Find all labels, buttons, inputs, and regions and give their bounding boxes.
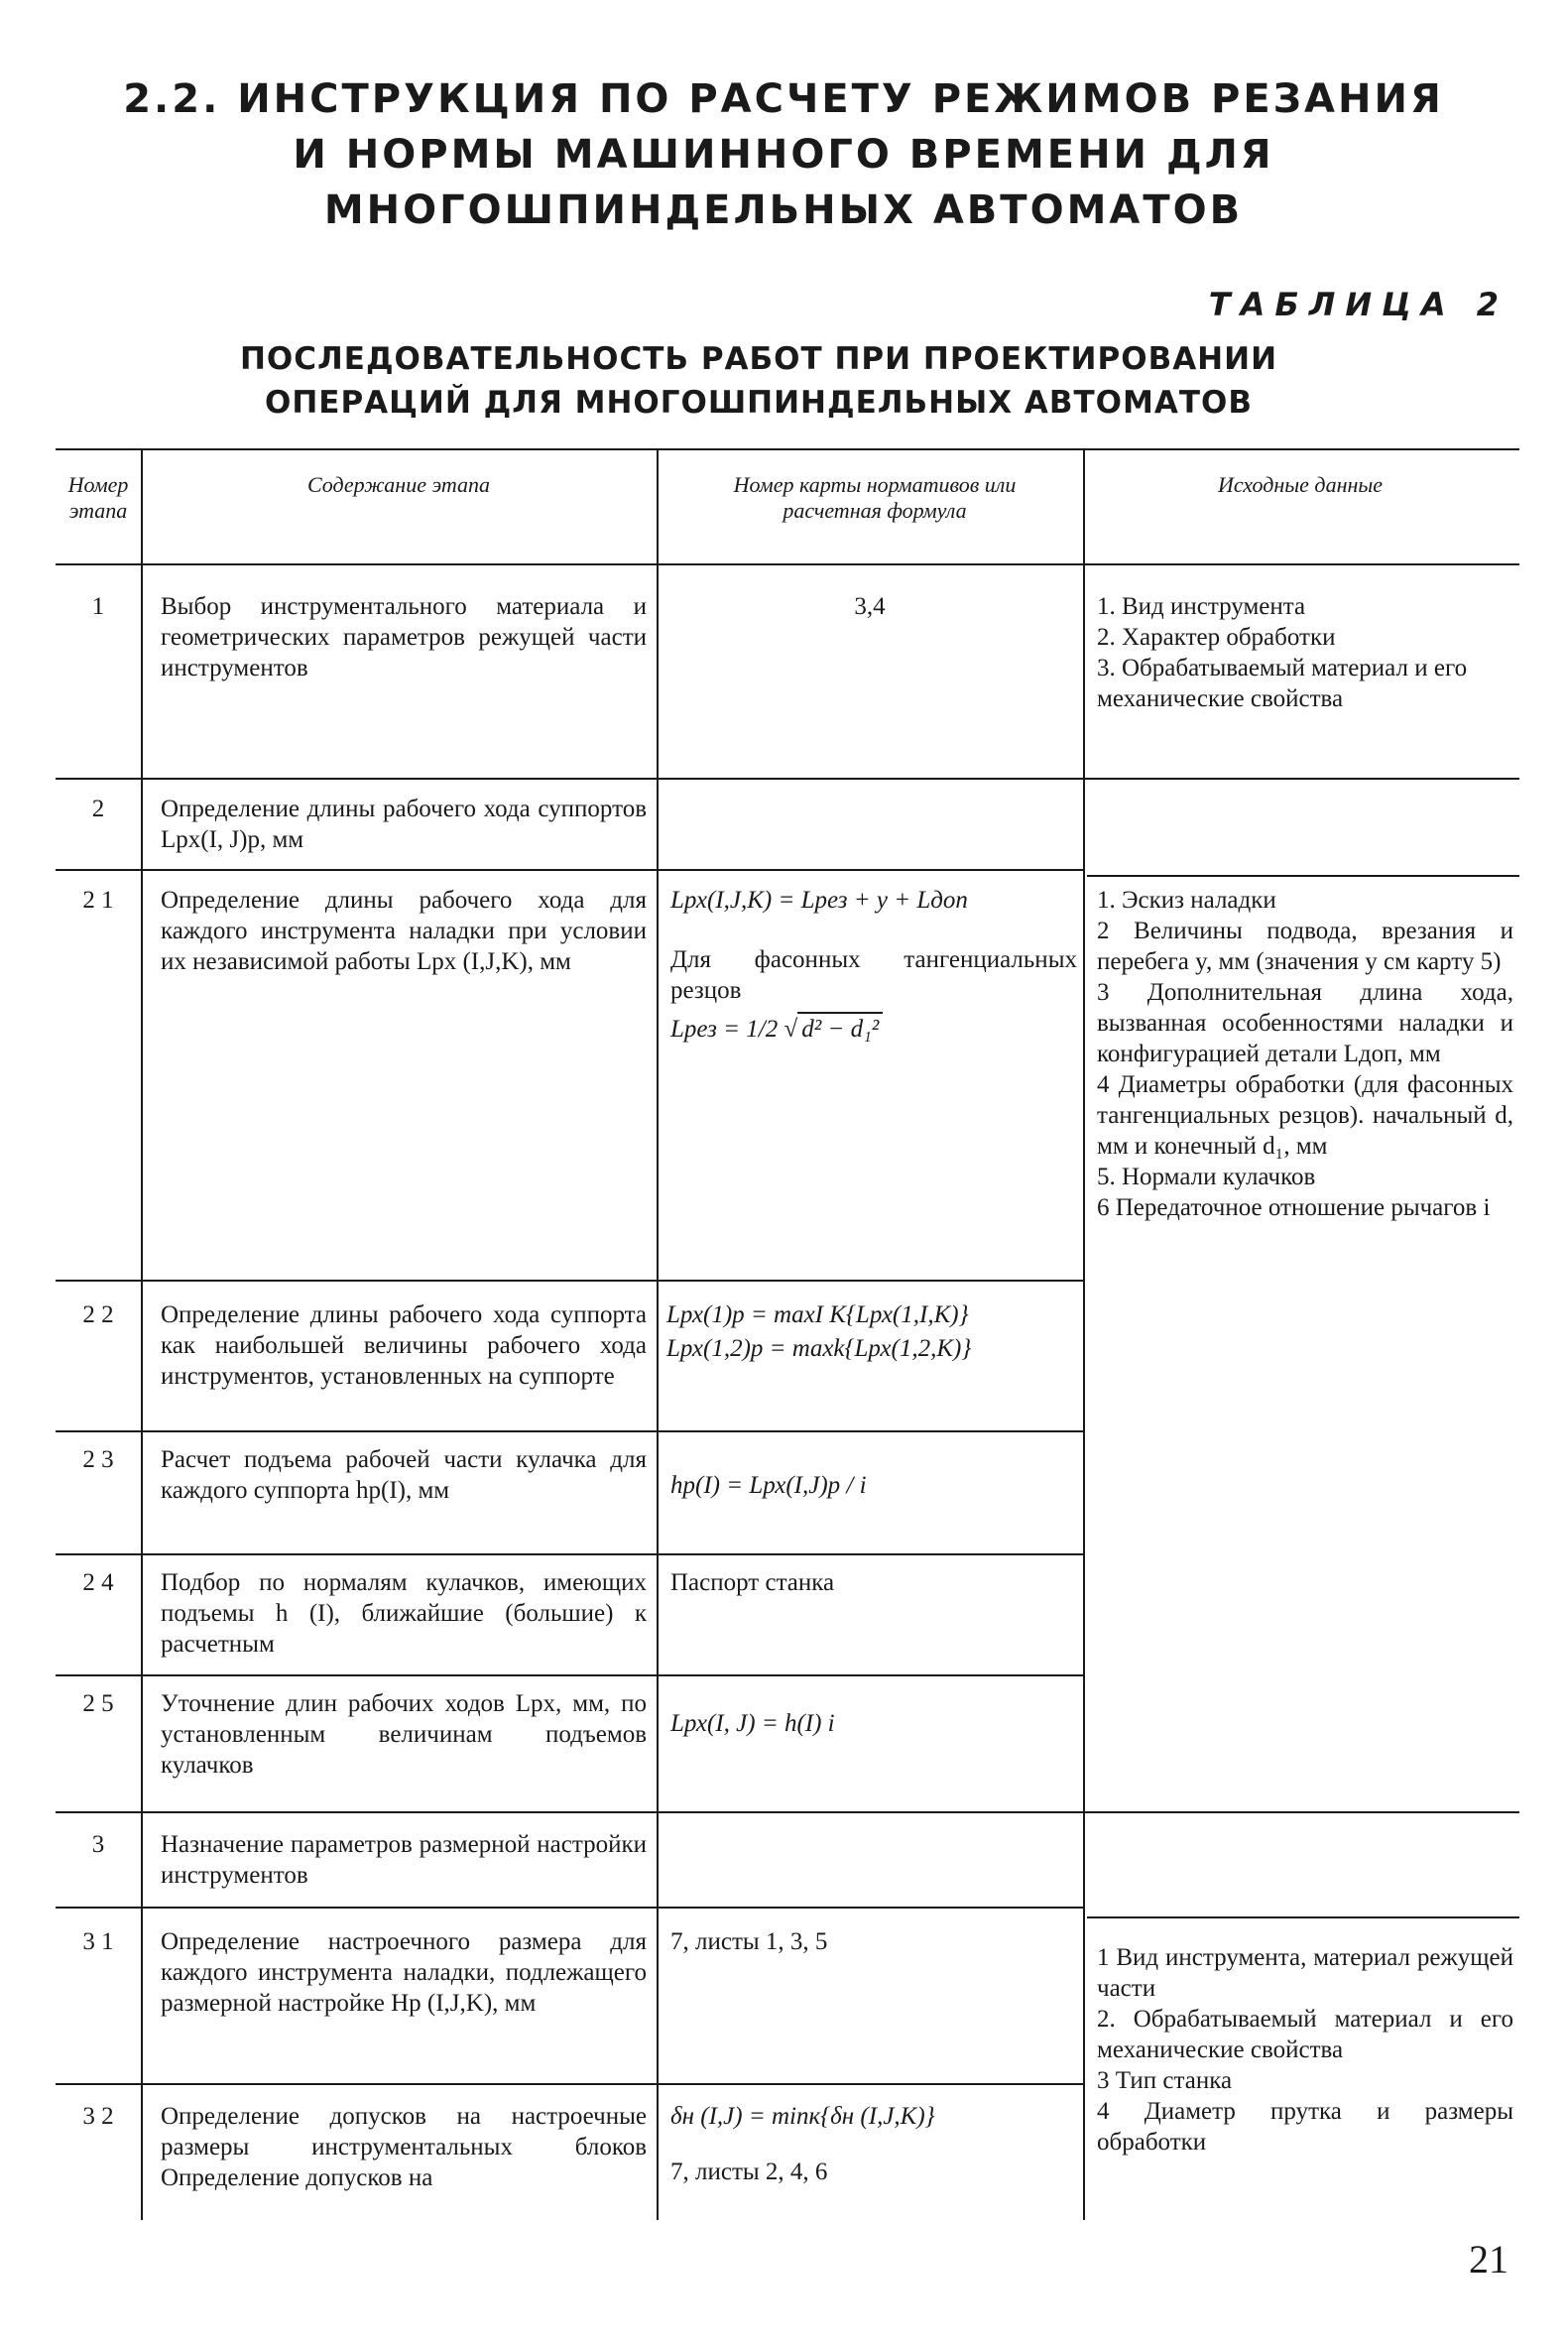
stage-number: 3 — [91, 1831, 105, 1858]
stage-formula-line: 7, листы 2, 4, 6 — [670, 2159, 828, 2185]
row-rule — [56, 778, 1519, 780]
stage-formula: Lрх(I, J) = h(I) i — [670, 1710, 835, 1737]
formula-fraction: 1/2 — [746, 1016, 779, 1043]
source-item: 3. Обрабатываемый материал и его механические свойства — [1097, 655, 1468, 712]
stage-number: 2 5 — [82, 1690, 114, 1717]
formula-note: Для фасонных тангенциальных резцов — [670, 946, 1077, 1004]
column-rule — [1083, 448, 1085, 2220]
source-item: 2. Обрабатываемый материал и его механические свойства — [1097, 2006, 1513, 2063]
row-rule — [56, 869, 1083, 871]
stage-content: Подбор по нормалям кулачков, имеющих подъемы h (I), ближайшие (большие) к расчетным — [161, 1569, 647, 1658]
stage-number: 1 — [91, 593, 105, 620]
header-source: Исходные данные — [1217, 472, 1384, 497]
source-item: 4 Диаметр прутка и размеры обработки — [1097, 2098, 1513, 2156]
table-label: ТАБЛИЦА 2 — [1208, 286, 1508, 323]
source-item: 1. Эскиз наладки — [1097, 887, 1276, 914]
source-item: 1. Вид инструмента — [1097, 593, 1306, 620]
row-rule — [56, 1280, 1083, 1282]
header-content: Содержание этапа — [306, 472, 491, 497]
row-rule — [56, 1430, 1083, 1432]
stages-table — [56, 448, 1519, 2220]
stage-formula: Паспорт станка — [670, 1569, 835, 1596]
stage-content: Определение длины рабочего хода для каждого инструмента наладки при условии их независимой работы Lрх (I,J,K), мм — [161, 887, 647, 975]
sqrt-icon: √ — [784, 1016, 798, 1043]
table-top-rule — [56, 448, 1519, 450]
table-title: ПОСЛЕДОВАТЕЛЬНОСТЬ РАБОТ ПРИ ПРОЕКТИРОВАНИИ ОПЕРАЦИЙ ДЛЯ МНОГОШПИНДЕЛЬНЫХ АВТОМАТОВ — [239, 341, 1278, 421]
source-item: 3 Дополнительная длина хода, вызванная особенностями наладки и конфигурацией детали Lдоп, мм — [1097, 979, 1513, 1067]
page-number: 21 — [1469, 2237, 1508, 2282]
page-title: 2.2. ИНСТРУКЦИЯ ПО РАСЧЕТУ РЕЖИМОВ РЕЗАНИЯ И НОРМЫ МАШИННОГО ВРЕМЕНИ ДЛЯ МНОГОШПИНДЕЛЬНЫХ АВТОМАТОВ — [123, 76, 1444, 233]
stage-content: Определение настроечного размера для каждого инструмента наладки, подлежащего размерной настройке Hр (I,J,K), мм — [161, 1928, 647, 2017]
source-item: 3 Тип станка — [1097, 2067, 1233, 2094]
stage-formula: 7, листы 1, 3, 5 — [670, 1928, 828, 1955]
column-rule — [141, 448, 143, 2220]
header-number: Номер этапа — [67, 472, 129, 523]
column-rule — [657, 448, 659, 2220]
stage-number: 2 4 — [82, 1569, 114, 1596]
source-data-group-3 — [1097, 1942, 1513, 2158]
header-bottom-rule — [56, 563, 1519, 565]
stage-formula-line: Lрх(1)р = maxI K{Lрх(1,I,K)} — [666, 1301, 969, 1328]
formula-radicand: d² − d₁² — [797, 1012, 883, 1045]
stage-formula-line: δн (I,J) = minк{δн (I,J,K)} — [670, 2103, 935, 2130]
stage-content: Определение длины рабочего хода суппорта как наибольшей величины рабочего хода инструментов, установленных на суппорте — [161, 1301, 647, 1390]
formula-expression — [670, 1012, 1077, 1045]
row-rule — [1087, 1916, 1519, 1918]
formula-lhs: Lрез = — [670, 1016, 747, 1043]
stage-number: 2 2 — [82, 1301, 114, 1328]
stage-number: 3 2 — [82, 2103, 114, 2130]
stage-content: Назначение параметров размерной настройки инструментов — [161, 1831, 647, 1889]
source-data-group-1 — [1097, 591, 1513, 714]
row-rule — [56, 1811, 1519, 1813]
stage-number: 3 1 — [82, 1928, 114, 1955]
source-item: 5. Нормали кулачков — [1097, 1164, 1316, 1190]
stage-content: Определение допусков на настроечные размеры инструментальных блоков Определение допусков на — [161, 2103, 647, 2191]
stage-formula: hр(I) = Lрх(I,J)р / i — [670, 1472, 867, 1499]
row-rule — [56, 1907, 1083, 1909]
stage-content: Уточнение длин рабочих ходов Lрх, мм, по установленным величинам подъемов кулачков — [161, 1690, 647, 1779]
stage-formula-line: Lрх(1,2)р = maxk{Lрх(1,2,K)} — [666, 1335, 972, 1362]
row-rule — [56, 1674, 1083, 1676]
source-item: 2. Характер обработки — [1097, 624, 1336, 651]
row-rule — [1087, 875, 1519, 877]
row-rule — [56, 2083, 1083, 2085]
source-item: 6 Передаточное отношение рычагов i — [1097, 1194, 1491, 1221]
stage-number: 2 — [91, 796, 105, 822]
stage-content: Определение длины рабочего хода суппортов Lрх(I, J)р, мм — [161, 796, 647, 853]
source-item: 4 Диаметры обработки (для фасонных тангенциальных резцов). начальный d, мм и конечный d₁, мм — [1097, 1071, 1513, 1160]
stage-formula: Lрх(I,J,K) = Lрез + y + Lдоп — [670, 887, 968, 914]
stage-number: 2 1 — [82, 887, 114, 914]
stage-content: Выбор инструментального материала и геометрических параметров режущей части инструментов — [161, 593, 647, 681]
header-formula: Номер карты нормативов или расчетная формула — [733, 472, 1017, 523]
source-item: 2 Величины подвода, врезания и перебега y, мм (значения y см карту 5) — [1097, 918, 1513, 975]
row-rule — [56, 1553, 1083, 1555]
stage-formula: 3,4 — [854, 593, 886, 620]
stage-number: 2 3 — [82, 1446, 114, 1473]
stage-content: Расчет подъема рабочей части кулачка для каждого суппорта hр(I), мм — [161, 1446, 647, 1504]
source-data-group-2 — [1097, 885, 1513, 1223]
source-item: 1 Вид инструмента, материал режущей части — [1097, 1944, 1513, 2002]
